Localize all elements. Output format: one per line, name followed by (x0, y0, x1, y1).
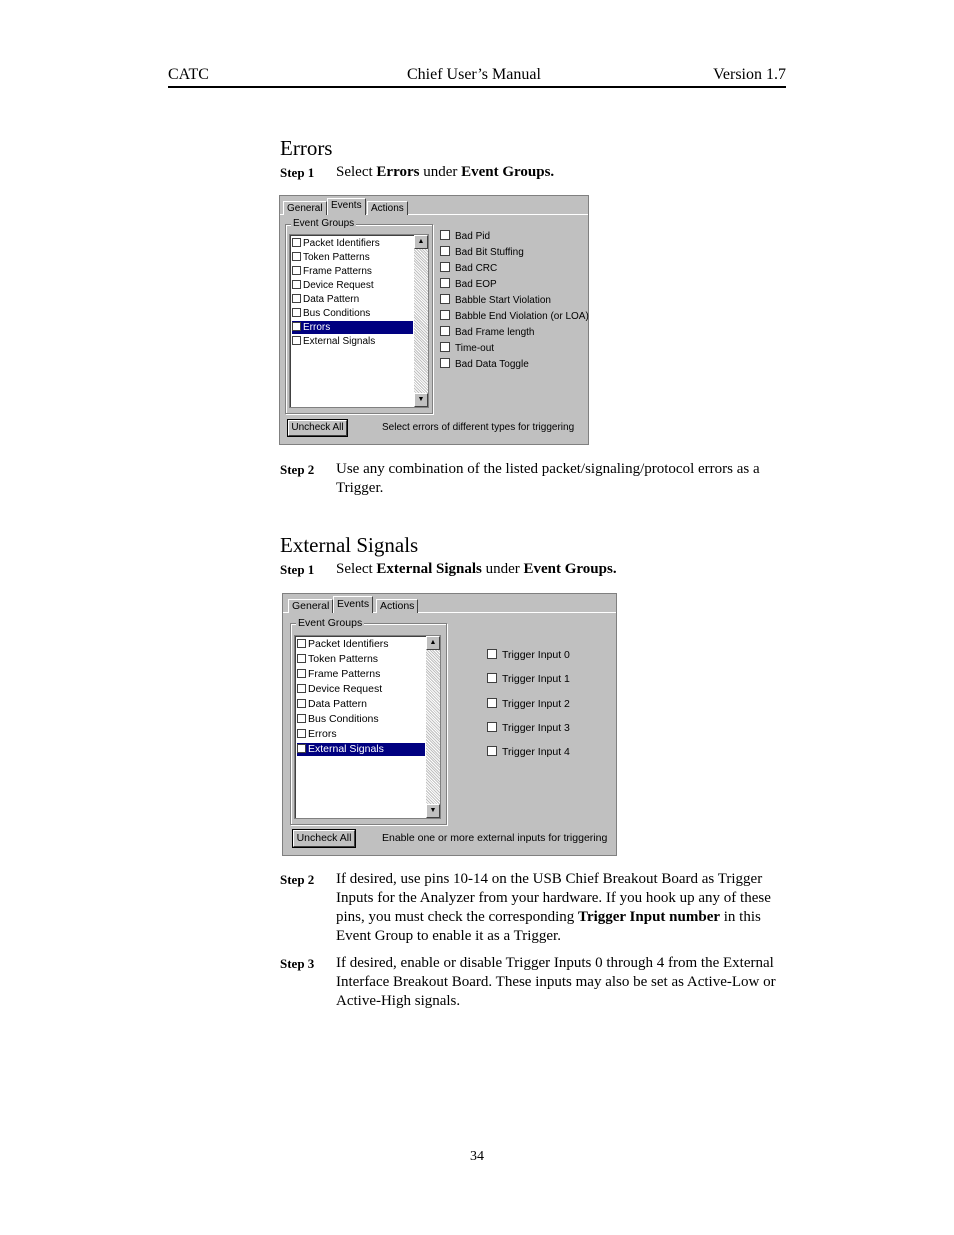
list-item[interactable]: Device Request (297, 683, 425, 696)
list-item[interactable]: Frame Patterns (292, 265, 413, 278)
scroll-down-icon[interactable]: ▼ (414, 393, 428, 407)
uncheck-all-button[interactable]: Uncheck All (288, 420, 347, 436)
option-trigger-input-2[interactable]: Trigger Input 2 (487, 698, 570, 711)
list-item[interactable]: Data Pattern (297, 698, 425, 711)
event-groups-label: Event Groups (298, 617, 363, 629)
checkbox[interactable] (297, 639, 306, 648)
option-bad-bit-stuffing[interactable]: Bad Bit Stuffing (440, 246, 524, 259)
option-babble-start[interactable]: Babble Start Violation (440, 294, 551, 307)
list-item[interactable]: Bus Conditions (297, 713, 425, 726)
checkbox[interactable] (292, 280, 301, 289)
step-label: Step 1 (280, 165, 315, 180)
checkbox[interactable] (292, 238, 301, 247)
checkbox[interactable] (297, 729, 306, 738)
checkbox[interactable] (292, 336, 301, 345)
step-label: Step 1 (280, 562, 315, 577)
option-trigger-input-4[interactable]: Trigger Input 4 (487, 746, 570, 759)
step-label: Step 2 (280, 872, 315, 887)
page-number: 34 (470, 1149, 484, 1164)
checkbox[interactable] (297, 699, 306, 708)
list-item-selected[interactable]: Errors (292, 321, 413, 334)
step-label: Step 3 (280, 956, 315, 971)
option-bad-crc[interactable]: Bad CRC (440, 262, 497, 275)
event-groups-list[interactable] (294, 635, 441, 819)
event-groups-label: Event Groups (293, 218, 355, 229)
step-text: Select External Signals under Event Groups. (336, 561, 617, 577)
header-title: Chief User’s Manual (407, 66, 541, 83)
step-text: Select Errors under Event Groups. (336, 164, 555, 180)
dialog-hint: Enable one or more external inputs for triggering (382, 832, 608, 844)
option-bad-pid[interactable]: Bad Pid (440, 230, 490, 243)
option-babble-end[interactable]: Babble End Violation (or LOA) (440, 310, 589, 323)
scroll-up-icon[interactable]: ▲ (426, 636, 440, 650)
option-trigger-input-3[interactable]: Trigger Input 3 (487, 722, 570, 735)
header-version: Version 1.7 (713, 66, 786, 83)
list-item[interactable]: Device Request (292, 279, 413, 292)
event-groups-box (290, 617, 447, 825)
errors-dialog (279, 195, 589, 445)
checkbox[interactable] (292, 252, 301, 261)
step-label: Step 2 (280, 462, 315, 477)
list-item[interactable]: External Signals (292, 335, 413, 348)
list-scrollbar[interactable] (414, 235, 428, 407)
list-item[interactable]: Token Patterns (292, 251, 413, 264)
list-item[interactable]: Token Patterns (297, 653, 425, 666)
list-item[interactable]: Packet Identifiers (292, 237, 413, 250)
external-signals-dialog (282, 593, 617, 856)
event-groups-list[interactable] (289, 234, 429, 408)
dialog-hint: Select errors of different types for triggering (382, 422, 575, 433)
option-bad-data-toggle[interactable]: Bad Data Toggle (440, 358, 529, 371)
scroll-up-icon[interactable]: ▲ (414, 235, 428, 249)
list-item[interactable]: Data Pattern (292, 293, 413, 306)
option-trigger-input-0[interactable]: Trigger Input 0 (487, 649, 570, 662)
option-bad-eop[interactable]: Bad EOP (440, 278, 497, 291)
tab-events[interactable]: Events (333, 596, 373, 613)
checkbox[interactable] (292, 294, 301, 303)
list-scrollbar[interactable] (426, 636, 440, 818)
checkbox[interactable] (297, 654, 306, 663)
tab-actions[interactable]: Actions (376, 599, 418, 613)
tab-general[interactable]: General (288, 599, 333, 613)
section-title-errors: Errors (280, 136, 333, 160)
checkbox[interactable] (292, 266, 301, 275)
list-item[interactable]: Bus Conditions (292, 307, 413, 320)
list-item-selected[interactable]: External Signals (297, 743, 425, 756)
option-bad-frame-length[interactable]: Bad Frame length (440, 326, 535, 339)
step-text: If desired, use pins 10-14 on the USB Chief Breakout Board as Trigger Inputs for the Analyzer from your hardware. If you hook up any of these pins, you must check the corresponding Trigger Input number in this Event Group to enable it as a Trigger. (336, 871, 771, 944)
tab-general[interactable]: General (283, 201, 327, 215)
step-text: Use any combination of the listed packet/signaling/protocol errors as a Trigger. (336, 461, 760, 496)
checkbox[interactable] (297, 744, 306, 753)
scroll-down-icon[interactable]: ▼ (426, 804, 440, 818)
checkbox[interactable] (297, 669, 306, 678)
checkbox[interactable] (292, 322, 301, 331)
event-groups-box (285, 218, 433, 414)
tab-actions[interactable]: Actions (367, 201, 408, 215)
uncheck-all-button[interactable]: Uncheck All (293, 830, 355, 847)
section-title-external-signals: External Signals (280, 533, 419, 557)
checkbox[interactable] (297, 684, 306, 693)
option-time-out[interactable]: Time-out (440, 342, 494, 355)
header-left: CATC (168, 66, 209, 83)
header-rule (168, 86, 786, 88)
option-trigger-input-1[interactable]: Trigger Input 1 (487, 673, 570, 686)
list-item[interactable]: Frame Patterns (297, 668, 425, 681)
checkbox[interactable] (297, 714, 306, 723)
step-text: If desired, enable or disable Trigger Inputs 0 through 4 from the External Interface Breakout Board. These inputs may also be set as Active-Low or Active-High signals. (336, 955, 776, 1009)
checkbox[interactable] (292, 308, 301, 317)
list-item[interactable]: Errors (297, 728, 425, 741)
list-item[interactable]: Packet Identifiers (297, 638, 425, 651)
tab-events[interactable]: Events (327, 198, 366, 215)
